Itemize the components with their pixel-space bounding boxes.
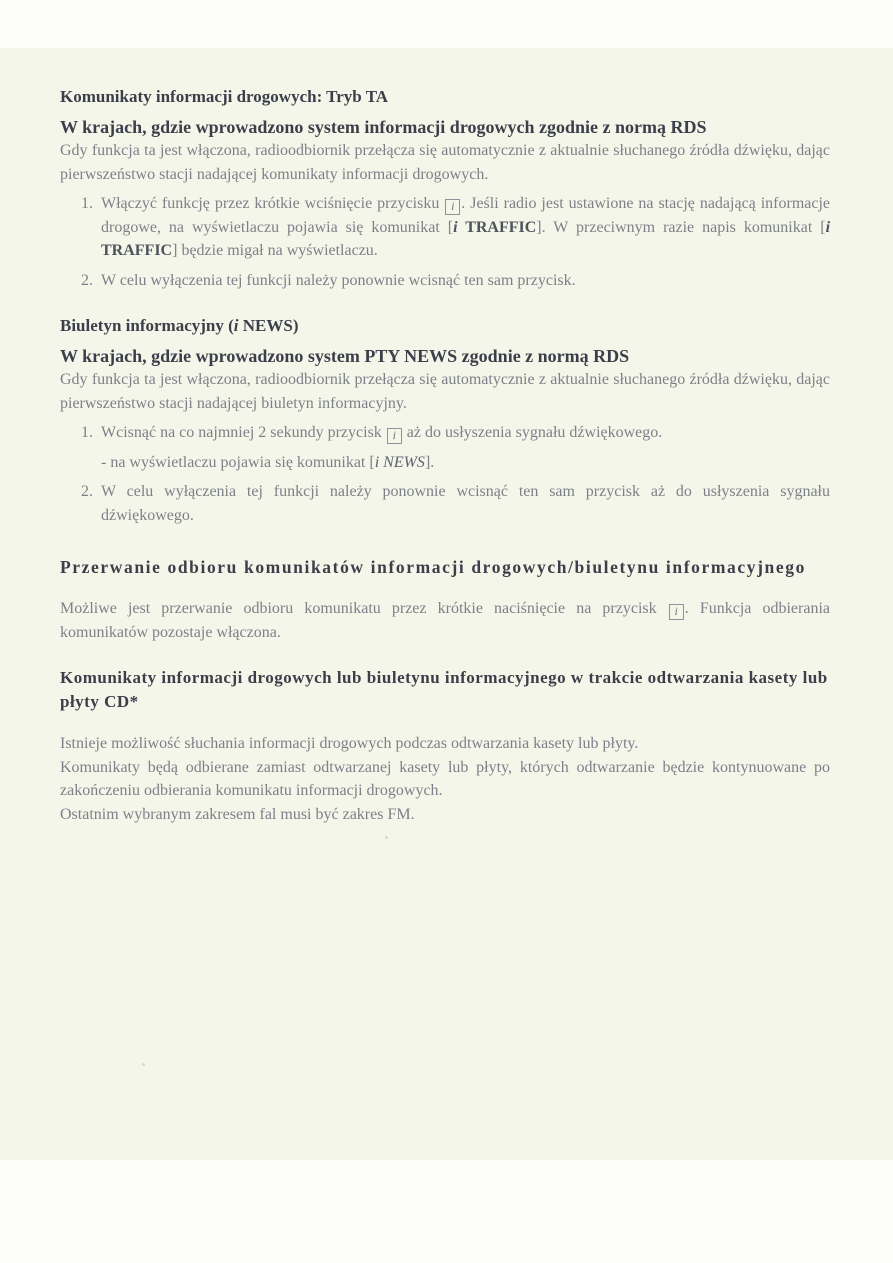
section-body: Ostatnim wybranym zakresem fal musi być zakres FM. [60,805,415,823]
section-body: Komunikaty będą odbierane zamiast odtwarzanej kasety lub płyty, których odtwarzanie będzie kontynuowane po zakończeniu odbierania komunikatu informacji drogowych. [60,758,830,799]
section-heading: Komunikaty informacji drogowych: Tryb TA [60,87,389,106]
step-text: . Jeśli radio jest ustawione na stację nadającą informacje drogowe, na wyświetlaczu pojawia się komunikat [ [101,195,831,236]
section-heading: Przerwanie odbioru komunikatów informacji drogowych/biuletynu informacyjnego [60,557,806,577]
section-heading: Komunikaty informacji drogowych lub biuletynu informacyjnego w trakcie odtwarzania kasety lub płyty CD* [60,668,828,711]
steps-list [60,192,830,292]
steps-list [60,421,830,527]
display-message [453,219,536,236]
info-key-icon: i [669,604,684,620]
info-icon: i [233,316,239,335]
paper-speck [385,836,388,839]
list-item [60,269,830,293]
info-icon: i [453,218,458,236]
section-body: Istnieje możliwość słuchania informacji drogowych podczas odtwarzania kasety lub płyty. [60,735,639,752]
section-news-bulletin [60,314,830,527]
display-message-text: TRAFFIC [465,218,537,236]
heading-text: Biuletyn informacyjny ( [60,316,234,335]
note-text: ]. [424,453,435,471]
heading-text: ) [292,316,299,335]
step-text: Wcisnąć na co najmniej 2 sekundy przycisk [101,424,382,441]
step-text: Włączyć funkcję przez krótkie wciśnięcie przycisku [101,195,440,212]
display-message-text: TRAFFIC [101,242,173,259]
info-icon: i [825,218,831,236]
manual-text-column [60,85,830,826]
step-note [60,451,830,475]
list-item [60,421,830,445]
section-cassette-cd [60,666,830,826]
display-message [375,454,425,471]
section-heading [60,314,830,338]
info-key-icon: i [445,199,460,215]
body-text: . Funkcja odbierania komunikatów pozostaje włączona. [60,600,830,641]
list-item [60,480,830,527]
section-intro: Gdy funkcja ta jest włączona, radioodbiornik przełącza się automatycznie z aktualnie słuchanego źródła dźwięku, dając pierwszeństwo stacji nadającej komunikaty informacji drogowych. [60,142,830,183]
section-subheading: W krajach, gdzie wprowadzono system informacji drogowych zgodnie z normą RDS [60,117,707,137]
step-text: ] będzie migał na wyświetlaczu. [172,242,378,259]
paper-speck [142,1063,145,1066]
step-text: W celu wyłączenia tej funkcji należy ponownie wcisnąć ten sam przycisk aż do usłyszenia sygnału dźwiękowego. [101,483,830,524]
step-number: 1. [81,424,93,441]
step-number: 2. [81,271,93,289]
section-intro: Gdy funkcja ta jest włączona, radioodbiornik przełącza się automatycznie z aktualnie słuchanego źródła dźwięku, dając pierwszeństwo stacji nadającej biuletyn informacyjny. [60,371,830,412]
list-item [60,192,830,263]
step-number: 1. [81,195,93,212]
info-key-icon: i [387,428,402,444]
info-icon: i [374,453,380,471]
section-interrupt [60,555,830,644]
section-subheading: W krajach, gdzie wprowadzono system PTY NEWS zgodnie z normą RDS [60,346,630,366]
note-text: - na wyświetlaczu pojawia się komunikat [ [101,453,375,471]
heading-text: NEWS [242,316,293,335]
step-text: aż do usłyszenia sygnału dźwiękowego. [406,424,663,441]
section-traffic-announcements [60,85,830,292]
step-text: ]. W przeciwnym razie napis komunikat [ [536,218,826,236]
section-body [60,597,830,644]
step-text: W celu wyłączenia tej funkcji należy ponownie wcisnąć ten sam przycisk. [101,271,576,289]
body-text: Możliwe jest przerwanie odbioru komunikatu przez krótkie naciśnięcie na przycisk [60,600,657,617]
display-message-text: NEWS [383,453,425,471]
step-number: 2. [81,483,93,500]
